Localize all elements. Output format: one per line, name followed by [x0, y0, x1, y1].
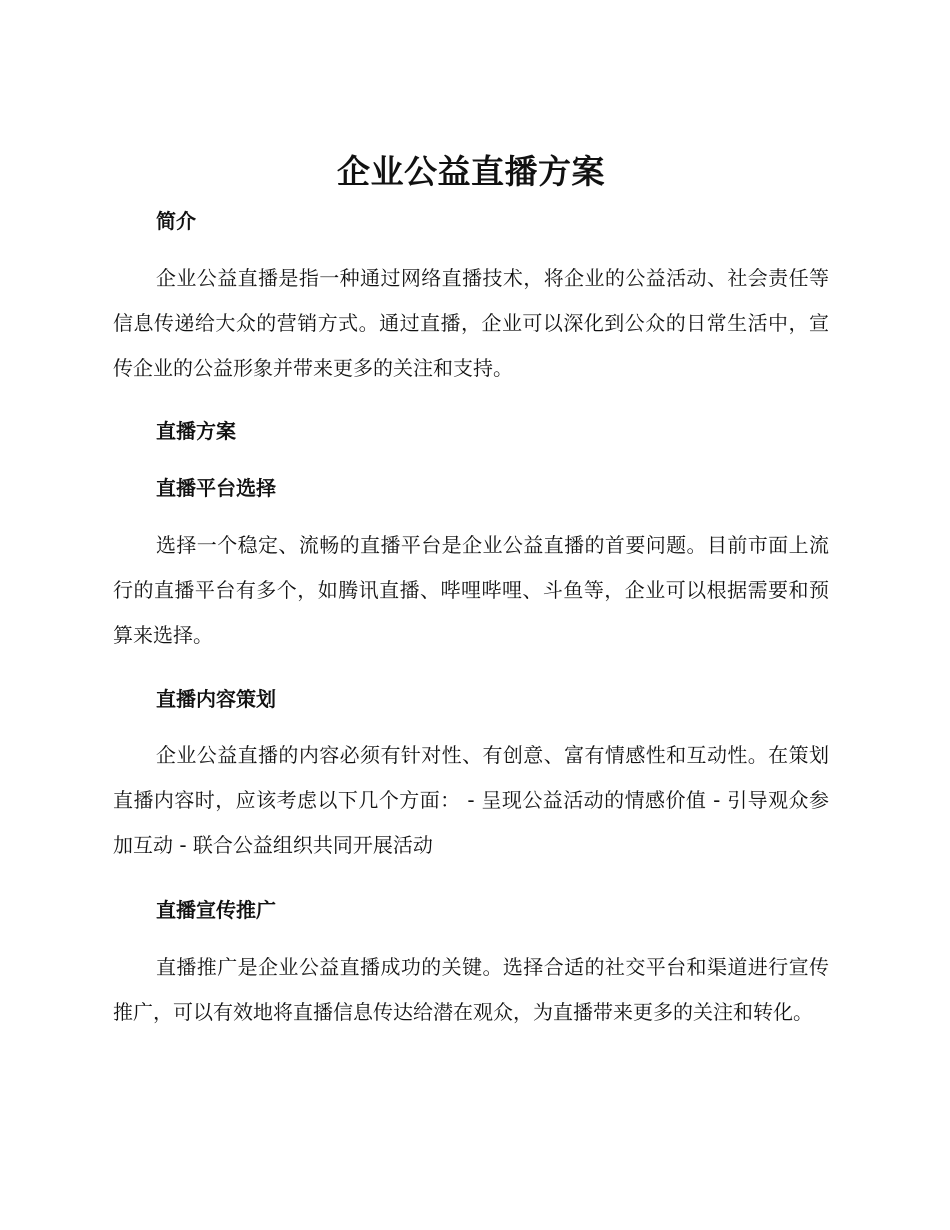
document-title: 企业公益直播方案	[337, 152, 605, 191]
heading-intro: 简介	[156, 209, 196, 233]
paragraph-platform: 选择一个稳定、流畅的直播平台是企业公益直播的首要问题。目前市面上流行的直播平台有多个，如腾讯直播、哔哩哔哩、斗鱼等，企业可以根据需要和预算来选择。	[113, 533, 829, 647]
heading-plan: 直播方案	[156, 419, 236, 443]
paragraph-promotion: 直播推广是企业公益直播成功的关键。选择合适的社交平台和渠道进行宣传推广，可以有效地将直播信息传达给潜在观众，为直播带来更多的关注和转化。	[113, 955, 829, 1024]
heading-promotion: 直播宣传推广	[156, 898, 276, 922]
heading-content: 直播内容策划	[156, 687, 276, 711]
paragraph-intro: 企业公益直播是指一种通过网络直播技术，将企业的公益活动、社会责任等信息传递给大众的营销方式。通过直播，企业可以深化到公众的日常生活中，宣传企业的公益形象并带来更多的关注和支持。	[113, 266, 829, 380]
heading-platform: 直播平台选择	[156, 476, 276, 500]
document-page	[113, 150, 829, 1035]
paragraph-content: 企业公益直播的内容必须有针对性、有创意、富有情感性和互动性。在策划直播内容时，应该考虑以下几个方面： - 呈现公益活动的情感价值 - 引导观众参加互动 - 联合公益组织共同开展活动	[113, 743, 829, 857]
